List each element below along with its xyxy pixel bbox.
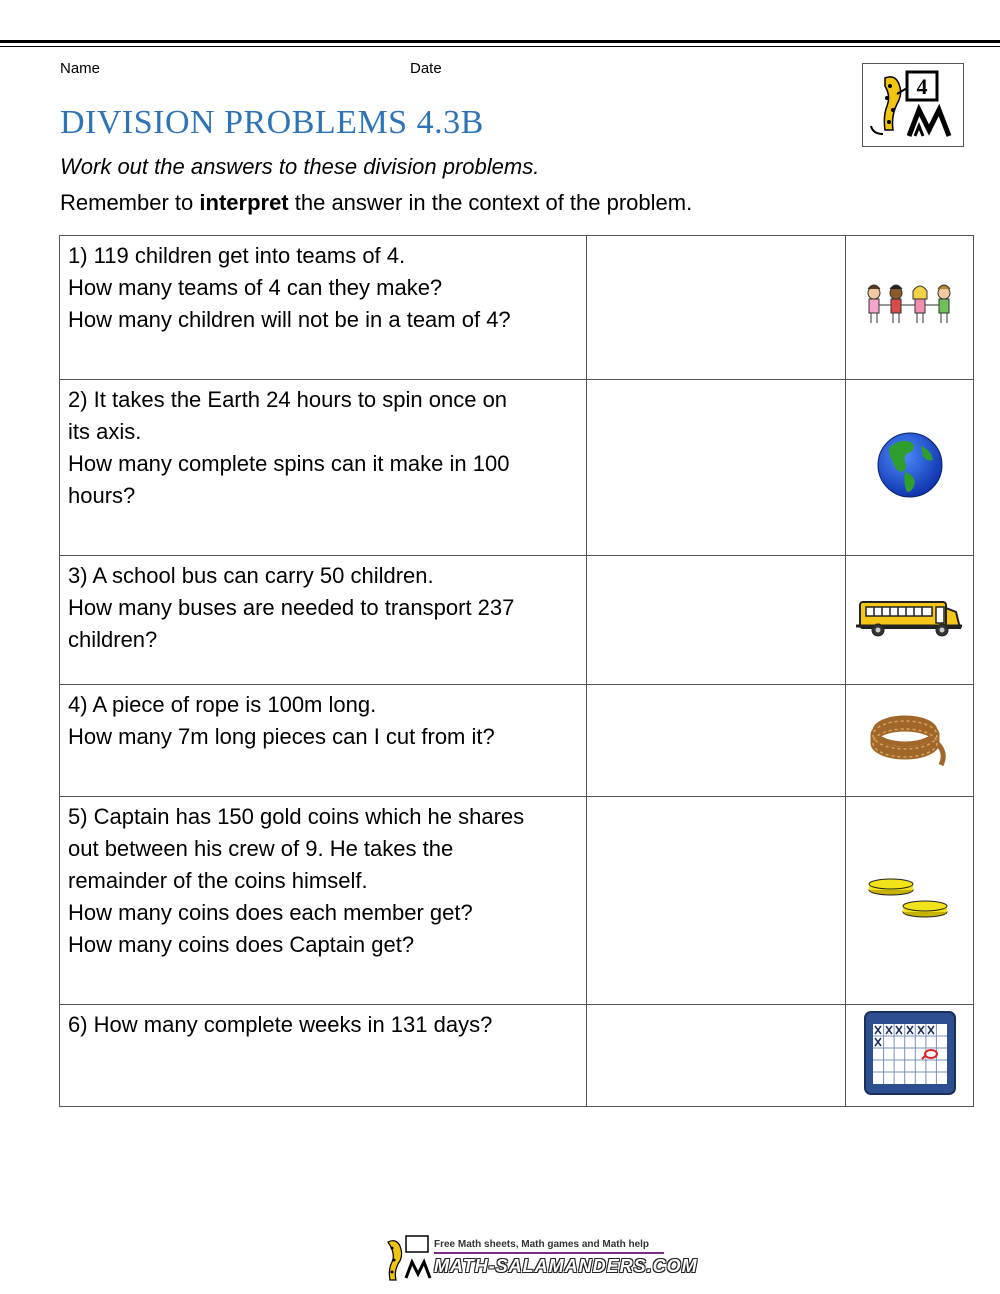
instruction-before: Remember to [60, 190, 200, 215]
question-line: How many children will not be in a team of 4? [68, 307, 511, 332]
page-title: DIVISION PROBLEMS 4.3B [60, 104, 484, 141]
footer-divider [434, 1252, 664, 1254]
question-line: How many buses are needed to transport 237 [68, 595, 515, 620]
top-rule [0, 40, 1000, 43]
problem-row [60, 236, 974, 380]
question-cell [60, 685, 587, 797]
question-cell [60, 236, 587, 380]
picture-cell [846, 556, 974, 685]
problem-row [60, 797, 974, 1005]
school-bus-icon [856, 596, 964, 640]
question-line: remainder of the coins himself. [68, 868, 368, 893]
grade-number: 4 [916, 74, 928, 99]
question-line: children? [68, 627, 158, 652]
answer-cell[interactable] [587, 797, 846, 1005]
question-line: 1) 119 children get into teams of 4. [68, 243, 406, 268]
problem-row [60, 1005, 974, 1107]
question-cell [60, 556, 587, 685]
question-cell [60, 1005, 587, 1107]
earth-icon [875, 430, 945, 500]
answer-cell[interactable] [587, 556, 846, 685]
question-cell [60, 380, 587, 556]
problem-row [60, 556, 974, 685]
top-rule-thin [0, 46, 1000, 47]
answer-cell[interactable] [587, 1005, 846, 1107]
picture-cell [846, 236, 974, 380]
question-line: hours? [68, 483, 136, 508]
question-line: How many 7m long pieces can I cut from it? [68, 724, 495, 749]
answer-cell[interactable] [587, 380, 846, 556]
question-line: 3) A school bus can carry 50 children. [68, 563, 434, 588]
question-line: How many complete spins can it make in 100 [68, 451, 510, 476]
question-line: How many coins does Captain get? [68, 932, 415, 957]
calendar-icon [863, 1010, 957, 1096]
question-cell [60, 797, 587, 1005]
picture-cell [846, 685, 974, 797]
problem-row [60, 685, 974, 797]
question-line: 2) It takes the Earth 24 hours to spin once on [68, 387, 508, 412]
question-line: 5) Captain has 150 gold coins which he shares [68, 804, 525, 829]
subtitle: Work out the answers to these division problems. [60, 154, 540, 179]
question-line: How many teams of 4 can they make? [68, 275, 443, 300]
rope-icon [865, 703, 955, 773]
children-icon [860, 283, 960, 327]
footer-tagline: Free Math sheets, Math games and Math help [434, 1239, 650, 1250]
question-line: How many coins does each member get? [68, 900, 473, 925]
question-line: 6) How many complete weeks in 131 days? [68, 1012, 493, 1037]
name-label: Name [60, 60, 101, 77]
picture-cell [846, 380, 974, 556]
date-label: Date [410, 60, 442, 77]
question-line: 4) A piece of rope is 100m long. [68, 692, 377, 717]
problem-row [60, 380, 974, 556]
problems-table [59, 235, 974, 1107]
instruction-after: the answer in the context of the problem. [288, 190, 693, 215]
instruction-bold: interpret [199, 190, 289, 215]
answer-cell[interactable] [587, 236, 846, 380]
picture-cell [846, 1005, 974, 1107]
picture-cell [846, 797, 974, 1005]
instruction [60, 190, 692, 216]
question-line: its axis. [68, 419, 142, 444]
gold-coins-icon [865, 876, 955, 920]
question-line: out between his crew of 9. He takes the [68, 836, 454, 861]
footer-site-link[interactable]: MATH-SALAMANDERS.COM [434, 1256, 698, 1276]
answer-cell[interactable] [587, 685, 846, 797]
salamander-logo [862, 63, 964, 147]
